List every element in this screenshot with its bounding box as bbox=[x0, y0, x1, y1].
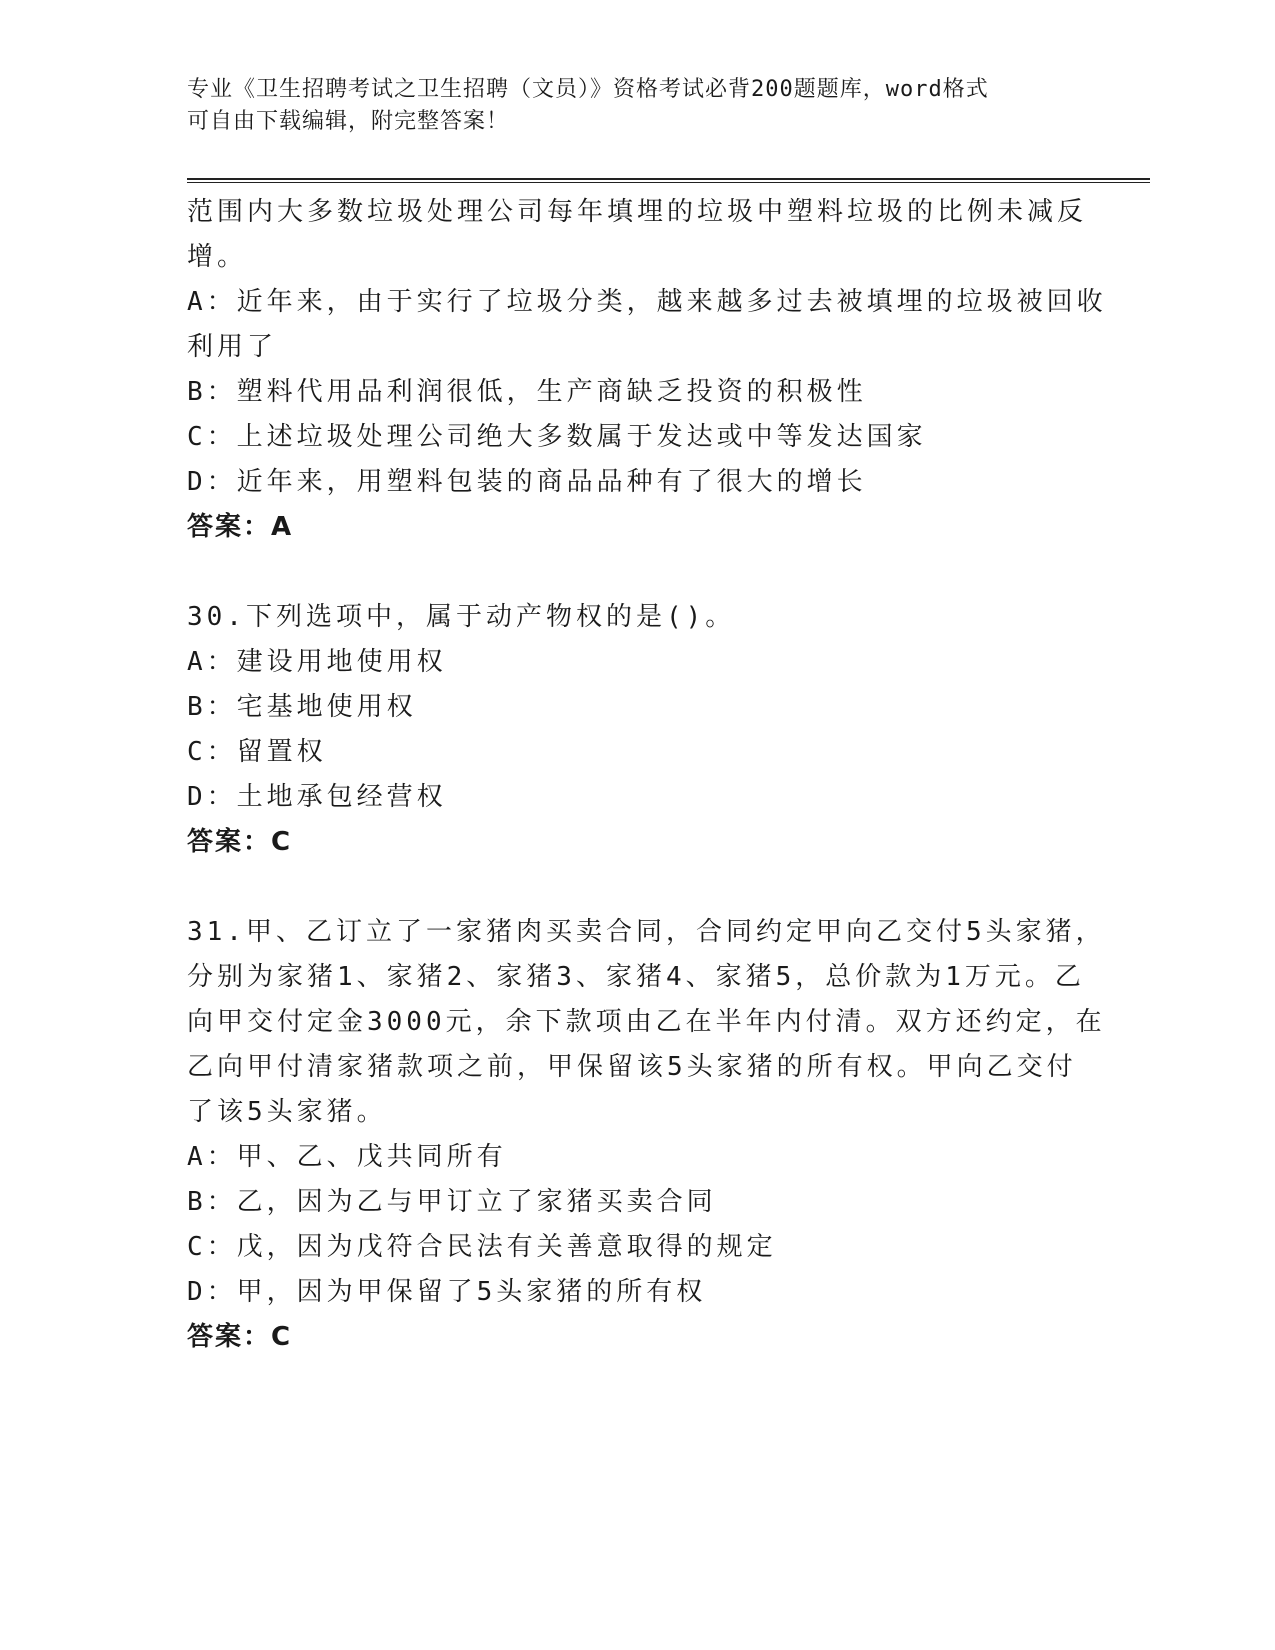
question-stem-line: 31.甲、乙订立了一家猪肉买卖合同，合同约定甲向乙交付5头家猪， bbox=[187, 917, 1106, 947]
question-30 bbox=[187, 595, 1087, 865]
question-stem-line: 向甲交付定金3000元，余下款项由乙在半年内付清。双方还约定，在 bbox=[187, 1007, 1106, 1037]
document-body bbox=[187, 190, 1107, 1360]
question-stem-line: 范围内大多数垃圾处理公司每年填埋的垃圾中塑料垃圾的比例未减反 bbox=[187, 197, 1088, 227]
question-stem-line: 分别为家猪1、家猪2、家猪3、家猪4、家猪5，总价款为1万元。乙 bbox=[187, 962, 1085, 992]
option-c: C：留置权 bbox=[187, 737, 327, 767]
option-a: A：甲、乙、戊共同所有 bbox=[187, 1142, 507, 1172]
answer-line: 答案：A bbox=[187, 512, 294, 542]
question-stem-line: 增。 bbox=[187, 242, 248, 272]
option-b: B：宅基地使用权 bbox=[187, 692, 417, 722]
question-29 bbox=[187, 190, 1107, 550]
option-d: D：甲，因为甲保留了5头家猪的所有权 bbox=[187, 1277, 707, 1307]
option-d: D：土地承包经营权 bbox=[187, 782, 447, 812]
option-c: C：戊，因为戊符合民法有关善意取得的规定 bbox=[187, 1232, 777, 1262]
answer-line: 答案：C bbox=[187, 1322, 293, 1352]
header-divider bbox=[187, 178, 1150, 183]
header-line-2: 可自由下载编辑，附完整答案！ bbox=[187, 109, 510, 134]
question-31 bbox=[187, 910, 1106, 1360]
answer-line: 答案：C bbox=[187, 827, 293, 857]
question-stem-line: 了该5头家猪。 bbox=[187, 1097, 387, 1127]
option-b: B：乙，因为乙与甲订立了家猪买卖合同 bbox=[187, 1187, 717, 1217]
option-d: D：近年来，用塑料包装的商品品种有了很大的增长 bbox=[187, 467, 867, 497]
option-c: C：上述垃圾处理公司绝大多数属于发达或中等发达国家 bbox=[187, 422, 927, 452]
page-header bbox=[187, 74, 1087, 138]
option-a: A：建设用地使用权 bbox=[187, 647, 447, 677]
question-stem-line: 30.下列选项中，属于动产物权的是()。 bbox=[187, 602, 736, 632]
option-b: B：塑料代用品利润很低，生产商缺乏投资的积极性 bbox=[187, 377, 867, 407]
option-a-continued: 利用了 bbox=[187, 332, 278, 362]
header-line-1: 专业《卫生招聘考试之卫生招聘（文员）》资格考试必背200题题库，word格式 bbox=[187, 77, 989, 102]
question-stem-line: 乙向甲付清家猪款项之前，甲保留该5头家猪的所有权。甲向乙交付 bbox=[187, 1052, 1077, 1082]
option-a: A：近年来，由于实行了垃圾分类，越来越多过去被填埋的垃圾被回收 bbox=[187, 287, 1107, 317]
